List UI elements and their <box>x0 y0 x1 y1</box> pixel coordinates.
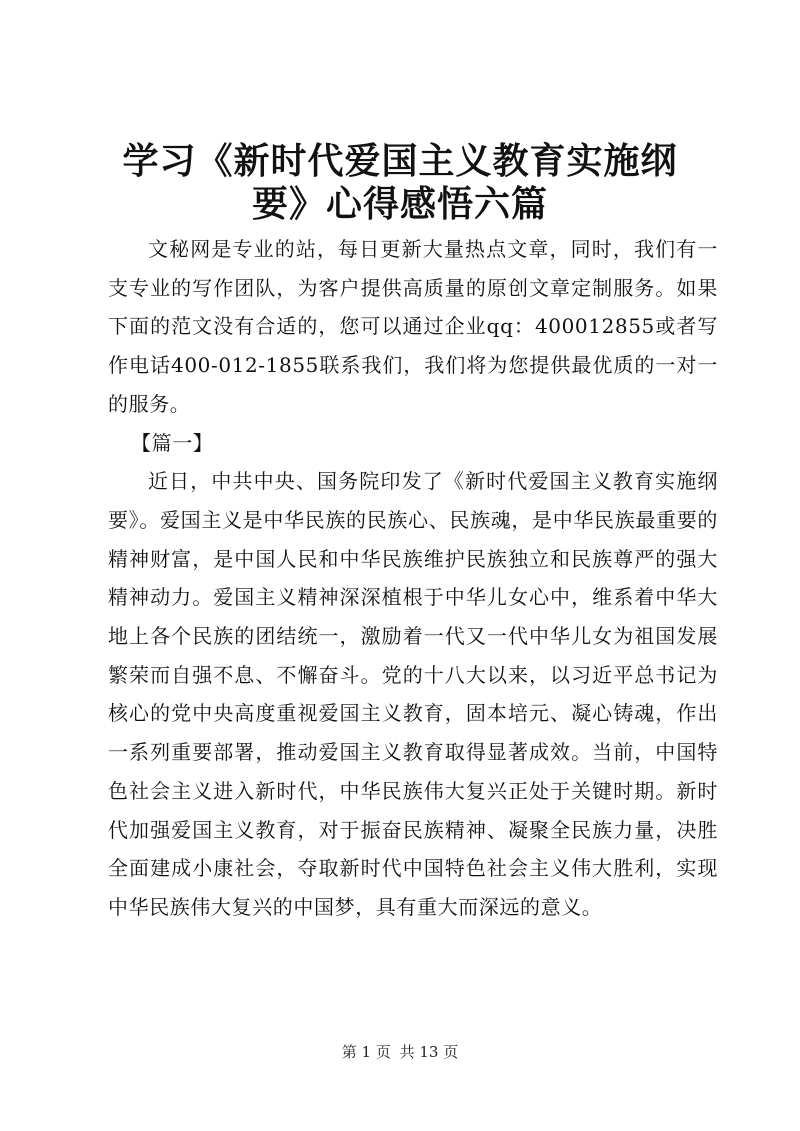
body-paragraph: 近日，中共中央、国务院印发了《新时代爱国主义教育实施纲要》。爱国主义是中华民族的民族心、民族魂，是中华民族最重要的精神财富，是中国人民和中华民族维护民族独立和民族尊严的强大精神动力。爱国主义精神深深植根于中华儿女心中，维系着中华大地上各个民族的团结统一，激励着一代又一代中华儿女为祖国发展繁荣而自强不息、不懈奋斗。党的十八大以来，以习近平总书记为核心的党中央高度重视爱国主义教育，固本培元、凝心铸魂，作出一系列重要部署，推动爱国主义教育取得显著成效。当前，中国特色社会主义进入新时代，中华民族伟大复兴正处于关键时期。新时代加强爱国主义教育，对于振奋民族精神、凝聚全民族力量，决胜全面建成小康社会，夺取新时代中国特色社会主义伟大胜利，实现中华民族伟大复兴的中国梦，具有重大而深远的意义。 <box>108 469 718 919</box>
document-title: 学习《新时代爱国主义教育实施纲要》心得感悟六篇 <box>122 140 678 225</box>
section-label: 【篇一】 <box>131 430 214 455</box>
intro-paragraph: 文秘网是专业的站，每日更新大量热点文章，同时，我们有一支专业的写作团队，为客户提供高质量的原创文章定制服务。如果下面的范文没有合适的，您可以通过企业qq：400012855或者写作电话400-012-1855联系我们，我们将为您提供最优质的一对一的服务。 <box>108 237 718 416</box>
page-number: 第 1 页 <box>341 1043 391 1061</box>
document-body <box>108 230 718 927</box>
page-total: 共 13 页 <box>399 1043 459 1061</box>
page-footer <box>0 1042 800 1062</box>
